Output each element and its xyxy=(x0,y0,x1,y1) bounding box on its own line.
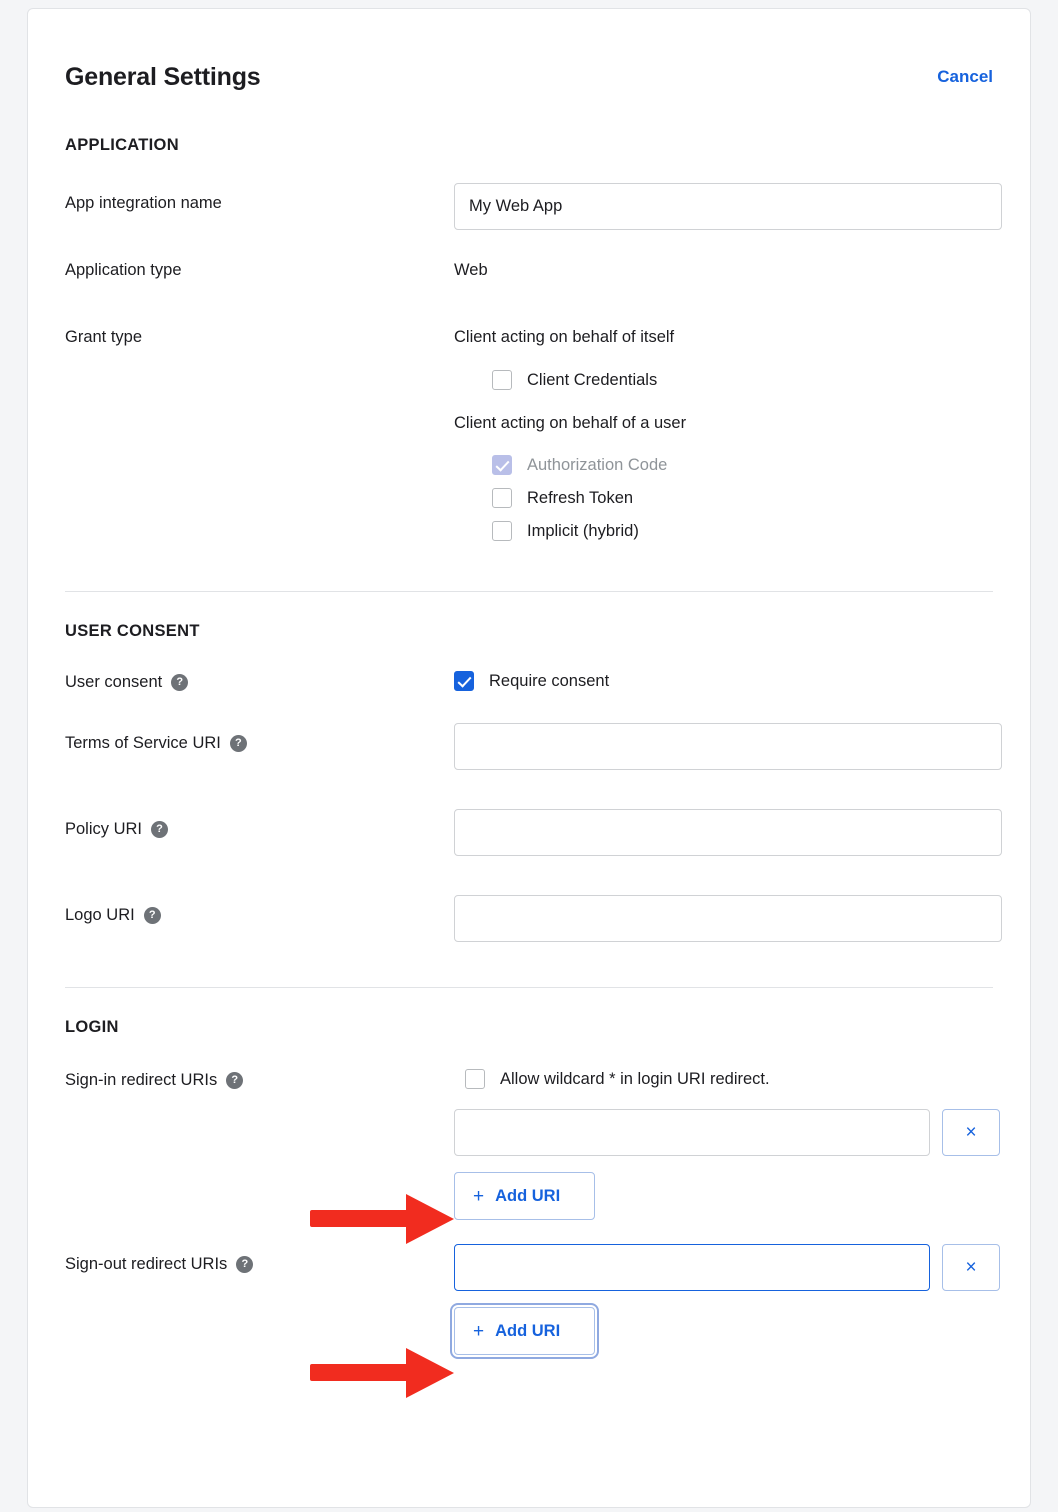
section-heading-application: APPLICATION xyxy=(65,136,179,154)
terms-of-service-uri-label: Terms of Service URI xyxy=(65,734,221,752)
grant-authorization-code-row[interactable] xyxy=(492,455,993,475)
logo-uri-label: Logo URI xyxy=(65,906,135,924)
grant-client-credentials-label: Client Credentials xyxy=(527,371,658,389)
grant-refresh-token-checkbox[interactable] xyxy=(492,488,512,508)
field-terms-of-service-uri xyxy=(65,723,993,770)
signout-redirect-uris-label: Sign-out redirect URIs xyxy=(65,1255,228,1273)
field-user-consent xyxy=(65,671,993,693)
plus-icon: + xyxy=(473,1185,485,1207)
card-header xyxy=(65,65,993,90)
grant-refresh-token-label: Refresh Token xyxy=(527,489,634,507)
grant-implicit-hybrid-label: Implicit (hybrid) xyxy=(527,522,639,540)
logo-uri-input[interactable] xyxy=(454,895,1002,942)
signin-redirect-uri-input[interactable] xyxy=(454,1109,930,1156)
page-title: General Settings xyxy=(65,63,261,91)
plus-icon: + xyxy=(473,1320,485,1342)
app-integration-name-input[interactable] xyxy=(454,183,1002,230)
field-policy-uri xyxy=(65,809,993,856)
grant-authorization-code-label: Authorization Code xyxy=(527,456,668,474)
general-settings-card xyxy=(27,8,1031,1508)
cancel-button[interactable]: Cancel xyxy=(937,67,993,86)
add-signout-uri-label: Add URI xyxy=(495,1321,561,1340)
policy-uri-input[interactable] xyxy=(454,809,1002,856)
application-type-label: Application type xyxy=(65,261,182,279)
help-icon[interactable]: ? xyxy=(171,674,188,691)
terms-of-service-uri-input[interactable] xyxy=(454,723,1002,770)
grant-implicit-hybrid-row[interactable] xyxy=(492,521,993,541)
allow-wildcard-label: Allow wildcard * in login URI redirect. xyxy=(500,1070,770,1088)
allow-wildcard-checkbox[interactable] xyxy=(465,1069,485,1089)
signin-redirect-uris-label: Sign-in redirect URIs xyxy=(65,1071,218,1089)
help-icon[interactable]: ? xyxy=(151,821,168,838)
grant-client-credentials-checkbox[interactable] xyxy=(492,370,512,390)
allow-wildcard-row[interactable] xyxy=(465,1069,1000,1089)
remove-signin-uri-button[interactable]: × xyxy=(942,1109,1000,1156)
help-icon[interactable]: ? xyxy=(144,907,161,924)
field-signin-redirect-uris xyxy=(65,1069,993,1220)
field-grant-type xyxy=(65,326,993,541)
field-application-type xyxy=(65,259,993,281)
app-integration-name-label: App integration name xyxy=(65,194,222,212)
add-signin-uri-button[interactable] xyxy=(454,1172,595,1220)
grant-refresh-token-row[interactable] xyxy=(492,488,993,508)
add-signin-uri-label: Add URI xyxy=(495,1186,561,1205)
grant-implicit-hybrid-checkbox[interactable] xyxy=(492,521,512,541)
signout-redirect-uri-input[interactable] xyxy=(454,1244,930,1291)
grant-authorization-code-checkbox[interactable] xyxy=(492,455,512,475)
section-heading-user-consent: USER CONSENT xyxy=(65,622,200,640)
grant-group-self-label: Client acting on behalf of itself xyxy=(454,328,675,346)
add-signout-uri-button[interactable] xyxy=(454,1307,595,1355)
signout-uri-row xyxy=(454,1244,1000,1291)
user-consent-label: User consent xyxy=(65,673,163,691)
help-icon[interactable]: ? xyxy=(226,1072,243,1089)
divider-application xyxy=(65,591,993,592)
grant-group-user-label: Client acting on behalf of a user xyxy=(454,414,687,432)
field-logo-uri xyxy=(65,895,993,942)
require-consent-checkbox[interactable] xyxy=(454,671,474,691)
require-consent-row[interactable] xyxy=(454,671,993,691)
remove-signout-uri-button[interactable]: × xyxy=(942,1244,1000,1291)
field-signout-redirect-uris xyxy=(65,1244,993,1355)
section-heading-login: LOGIN xyxy=(65,1018,119,1036)
grant-type-label: Grant type xyxy=(65,328,143,346)
divider-user-consent xyxy=(65,987,993,988)
grant-client-credentials-row[interactable] xyxy=(492,370,993,390)
application-type-value: Web xyxy=(454,261,488,279)
policy-uri-label: Policy URI xyxy=(65,820,143,838)
help-icon[interactable]: ? xyxy=(236,1256,253,1273)
require-consent-label: Require consent xyxy=(489,672,610,690)
signin-uri-row xyxy=(454,1109,1000,1156)
field-app-integration-name xyxy=(65,183,993,230)
help-icon[interactable]: ? xyxy=(230,735,247,752)
